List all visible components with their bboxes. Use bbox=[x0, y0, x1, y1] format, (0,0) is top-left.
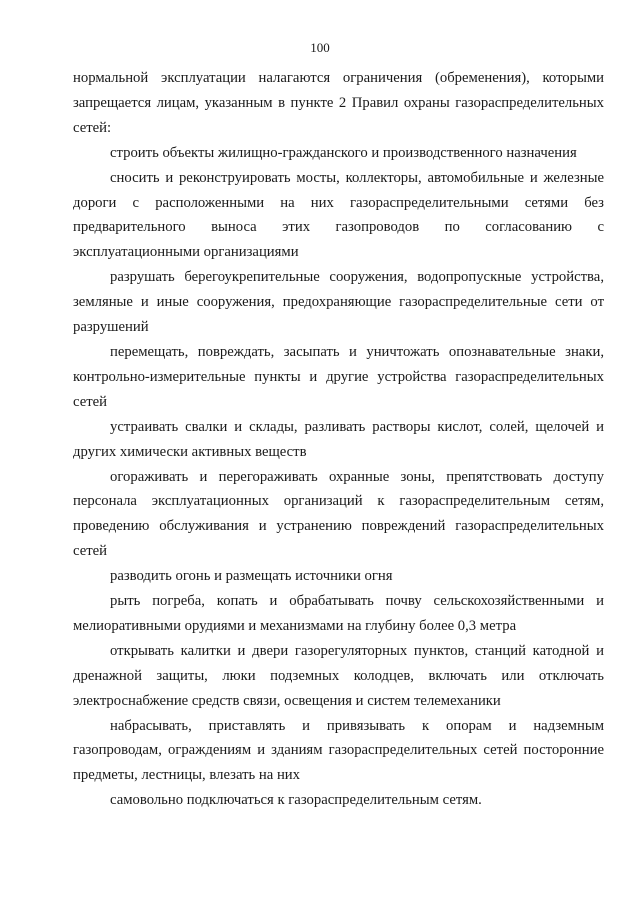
list-item: набрасывать, приставлять и привязывать к опорам и надземным газопроводам, ограждениям и зданиям газораспределительных сетей посторонние предметы, лестницы, влезать на них bbox=[73, 717, 604, 784]
document-body bbox=[73, 66, 604, 813]
list-item: перемещать, повреждать, засыпать и уничтожать опознавательные знаки, контрольно-измерительные пункты и другие устройства газораспределительных сетей bbox=[73, 343, 604, 410]
list-item: открывать калитки и двери газорегуляторных пунктов, станций катодной и дренажной защиты, люки подземных колодцев, включать или отключать электроснабжение средств связи, освещения и систем телемеханики bbox=[73, 642, 604, 709]
list-item: разрушать берегоукрепительные сооружения, водопропускные устройства, земляные и иные сооружения, предохраняющие газораспределительные сети от разрушений bbox=[73, 269, 604, 336]
list-item: устраивать свалки и склады, разливать растворы кислот, солей, щелочей и других химически активных веществ bbox=[73, 418, 604, 460]
list-item: строить объекты жилищно-гражданского и производственного назначения bbox=[110, 144, 577, 161]
paragraph-intro: нормальной эксплуатации налагаются ограничения (обременения), которыми запрещается лицам, указанным в пункте 2 Правил охраны газораспределительных сетей: bbox=[73, 70, 604, 136]
page-number: 100 bbox=[310, 40, 330, 55]
list-item: огораживать и перегораживать охранные зоны, препятствовать доступу персонала эксплуатационных организаций к газораспределительным сетям, проведению обслуживания и устранению повреждений газораспределительных сетей bbox=[73, 468, 604, 560]
list-item: сносить и реконструировать мосты, коллекторы, автомобильные и железные дороги с расположенными на них газораспределительными сетями без предварительного выноса этих газопроводов по согласованию с эксплуатационными организациями bbox=[73, 169, 604, 261]
list-item: разводить огонь и размещать источники огня bbox=[110, 568, 393, 585]
list-item: рыть погреба, копать и обрабатывать почву сельскохозяйственными и мелиоративными орудиями и механизмами на глубину более 0,3 метра bbox=[73, 593, 604, 634]
list-item-last: самовольно подключаться к газораспределительным сетям. bbox=[110, 792, 482, 809]
